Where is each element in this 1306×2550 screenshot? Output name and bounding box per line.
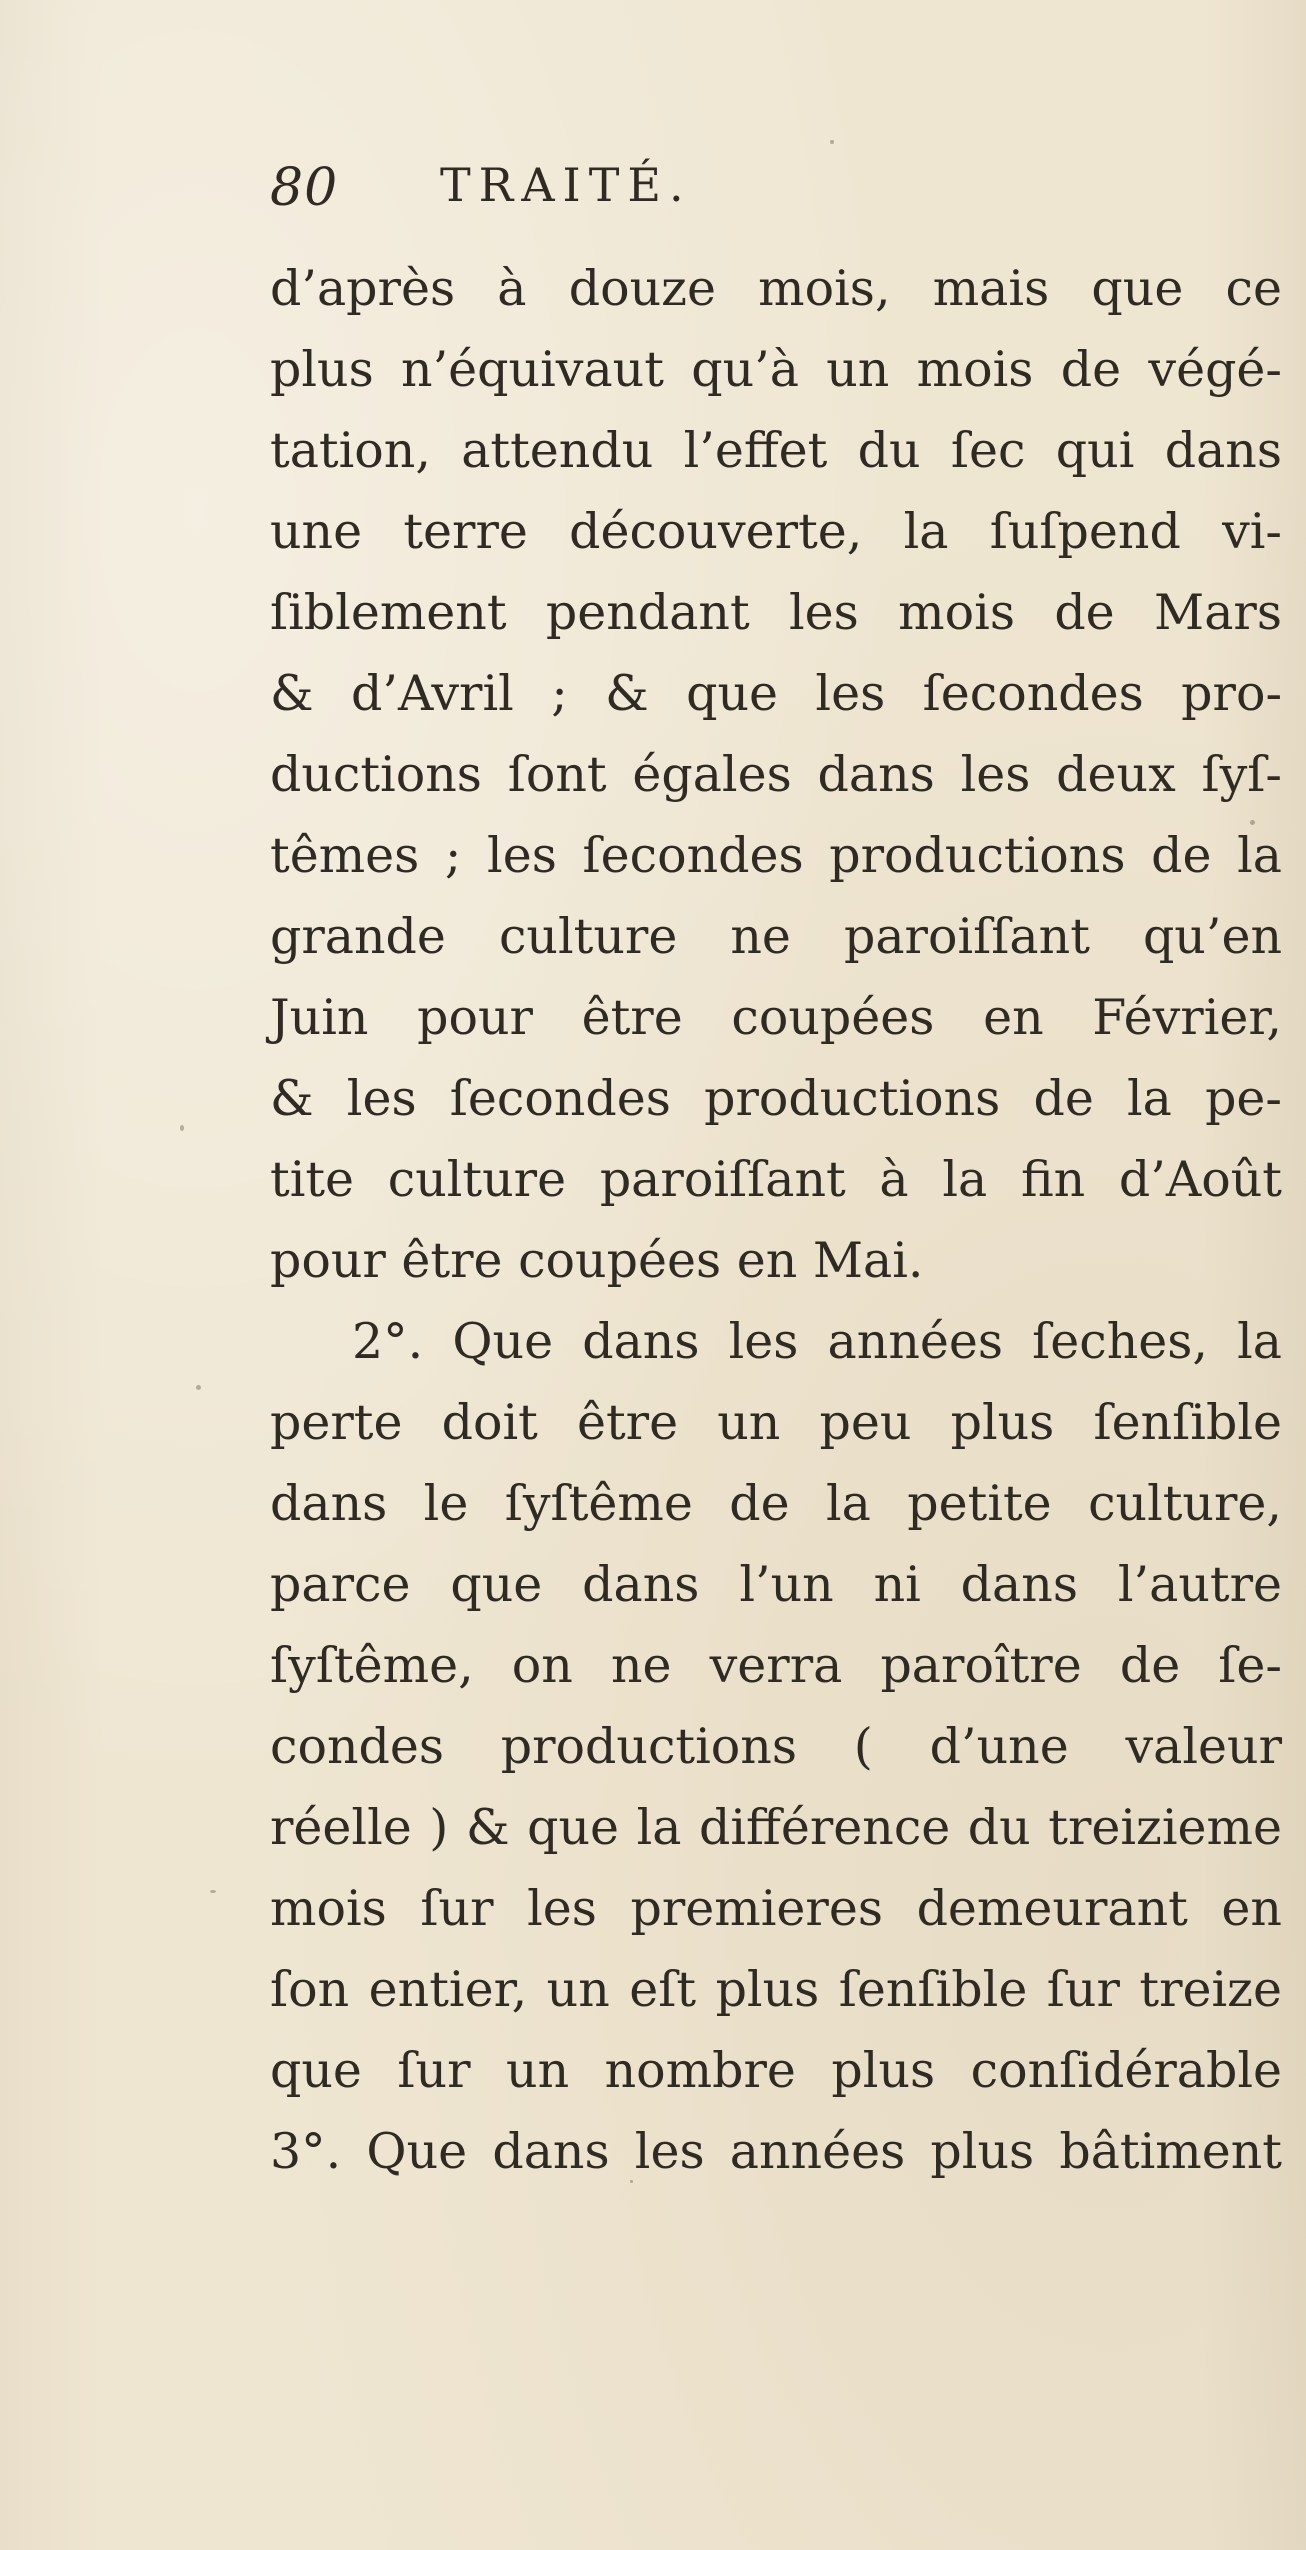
- text-line: condes productions ( d’une valeur: [270, 1718, 1282, 1775]
- text-line: pour être coupées en Mai.: [270, 1232, 924, 1289]
- paper-speck: [210, 1890, 216, 1893]
- body-text: [270, 248, 1282, 2192]
- text-line: Juin pour être coupées en Février,: [270, 989, 1282, 1046]
- paper-speck: [630, 2180, 633, 2183]
- paper-speck: [180, 1125, 184, 1131]
- text-line: tation, attendu l’effet du ſec qui dans: [270, 422, 1282, 479]
- text-line: & les ſecondes productions de la pe-: [270, 1070, 1282, 1127]
- text-line: une terre découverte, la ſuſpend vi-: [270, 503, 1282, 560]
- text-line: 3°. Que dans les années plus bâtiment: [270, 2123, 1282, 2180]
- text-line: que ſur un nombre plus conſidérable: [270, 2042, 1282, 2099]
- text-line: plus n’équivaut qu’à un mois de végé-: [270, 341, 1282, 398]
- paper-speck: [1250, 820, 1255, 825]
- page-number: 80: [270, 158, 339, 218]
- text-line: grande culture ne paroiſſant qu’en: [270, 908, 1282, 965]
- running-head: TRAITÉ.: [440, 158, 692, 212]
- text-line: perte doit être un peu plus ſenſible: [270, 1394, 1282, 1451]
- page-header: [270, 158, 1070, 228]
- text-line: réelle ) & que la différence du treizieme: [270, 1799, 1282, 1856]
- text-line: ſiblement pendant les mois de Mars: [270, 584, 1282, 641]
- text-line: tite culture paroiſſant à la fin d’Août: [270, 1151, 1282, 1208]
- text-line: 2°. Que dans les années ſeches, la: [352, 1313, 1282, 1370]
- paper-speck: [830, 140, 834, 144]
- text-line: dans le ſyſtême de la petite culture,: [270, 1475, 1282, 1532]
- paper-speck: [196, 1385, 201, 1390]
- text-line: mois ſur les premieres demeurant en: [270, 1880, 1282, 1937]
- text-line: ductions ſont égales dans les deux ſyſ-: [270, 746, 1282, 803]
- text-line: ſyſtême, on ne verra paroître de ſe-: [270, 1637, 1282, 1694]
- text-line: d’après à douze mois, mais que ce: [270, 260, 1282, 317]
- text-line: parce que dans l’un ni dans l’autre: [270, 1556, 1282, 1613]
- text-line: têmes ; les ſecondes productions de la: [270, 827, 1282, 884]
- text-line: ſon entier, un eſt plus ſenſible ſur treize: [270, 1961, 1282, 2018]
- text-line: & d’Avril ; & que les ſecondes pro-: [270, 665, 1282, 722]
